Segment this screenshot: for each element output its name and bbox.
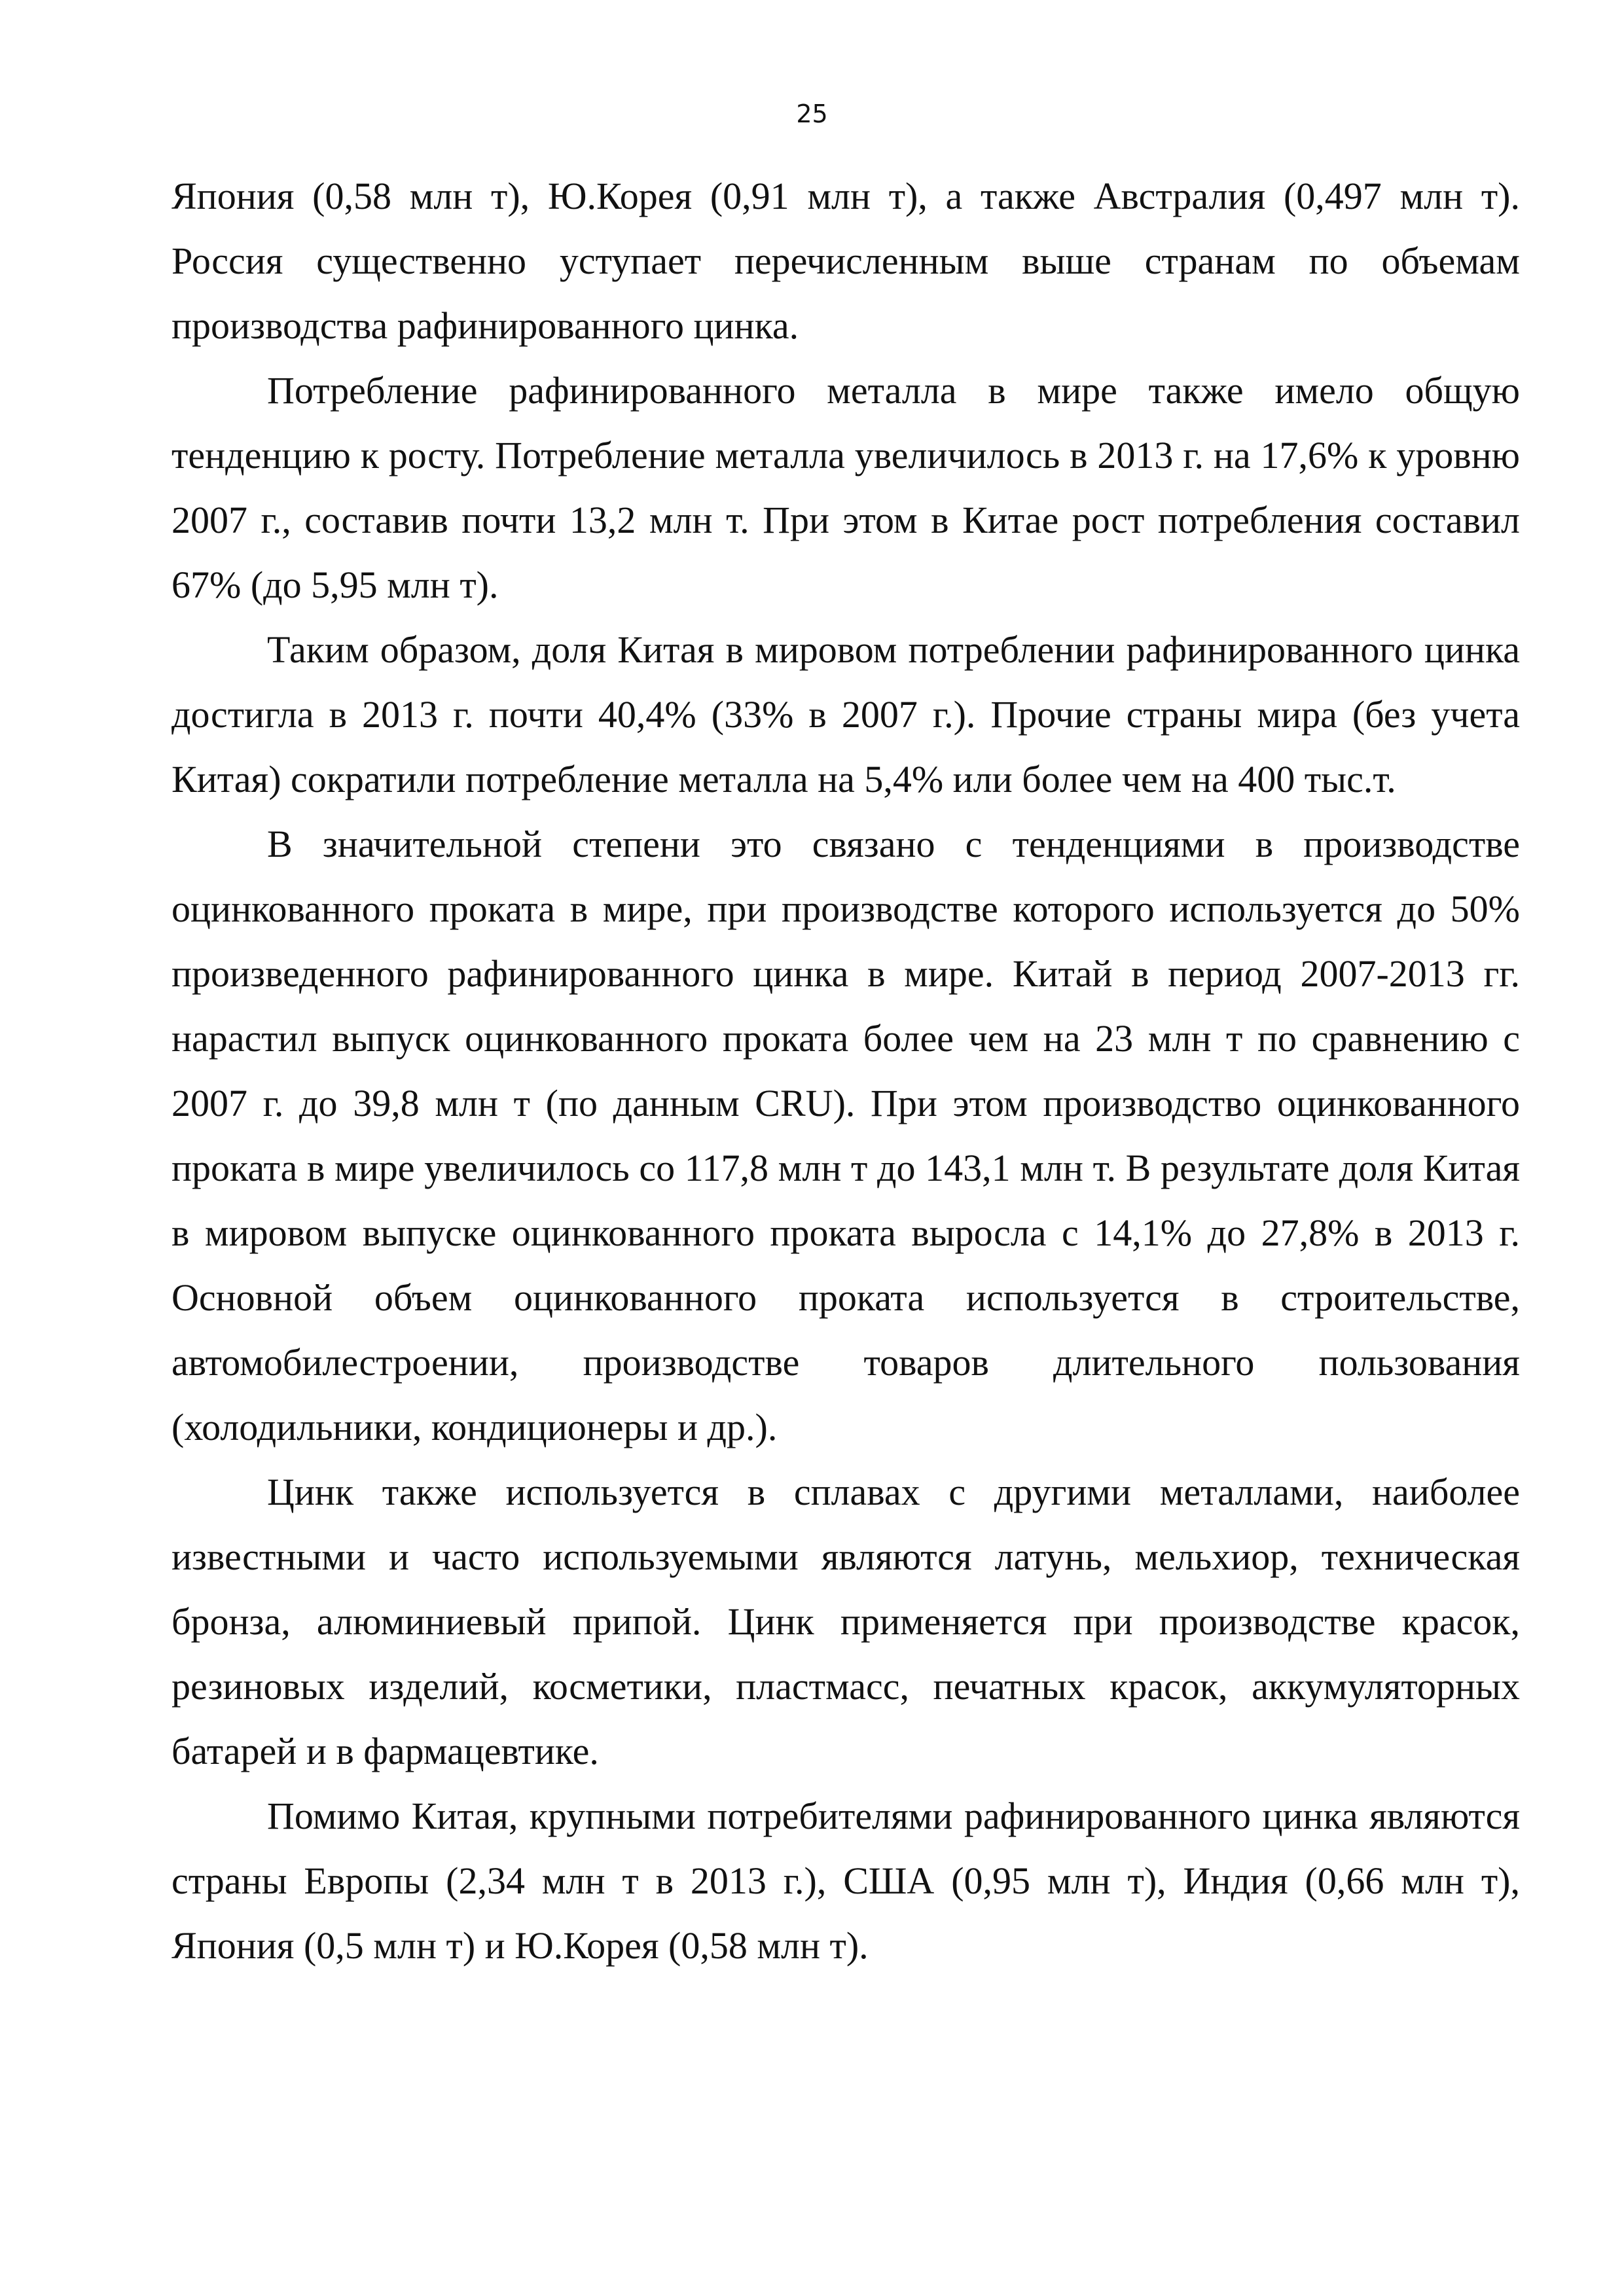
paragraph-major-consumers: Помимо Китая, крупными потребителями рафинированного цинка являются страны Европы (2,34 млн т в 2013 г.), США (0,95 млн т), Индия (0,66 млн т), Япония (0,5 млн т) и Ю.Корея (0,58 млн т). xyxy=(171,1795,1520,1967)
page-body xyxy=(171,164,1520,1978)
paragraph-continued: Япония (0,58 млн т), Ю.Корея (0,91 млн т), а также Австралия (0,497 млн т). Россия существенно уступает перечисленным выше странам по объемам производства рафинированного цинка. xyxy=(171,175,1520,347)
paragraph-alloys: Цинк также используется в сплавах с другими металлами, наиболее известными и часто используемыми являются латунь, мельхиор, техническая бронза, алюминиевый припой. Цинк применяется при производстве красок, резиновых изделий, косметики, пластмасс, печатных красок, аккумуляторных батарей и в фармацевтике. xyxy=(171,1471,1520,1772)
page-number: 25 xyxy=(796,99,828,128)
paragraph-consumption: Потребление рафинированного металла в мире также имело общую тенденцию к росту. Потребление металла увеличилось в 2013 г. на 17,6% к уровню 2007 г., составив почти 13,2 млн т. При этом в Китае рост потребления составил 67% (до 5,95 млн т). xyxy=(171,369,1520,606)
paragraph-galvanized-steel: В значительной степени это связано с тенденциями в производстве оцинкованного проката в мире, при производстве которого используется до 50% произведенного рафинированного цинка в мире. Китай в период 2007-2013 гг. нарастил выпуск оцинкованного проката более чем на 23 млн т по сравнению с 2007 г. до 39,8 млн т (по данным CRU). При этом производство оцинкованного проката в мире увеличилось со 117,8 млн т до 143,1 млн т. В результате доля Китая в мировом выпуске оцинкованного проката выросла с 14,1% до 27,8% в 2013 г. Основной объем оцинкованного проката используется в строительстве, автомобилестроении, производстве товаров длительного пользования (холодильники, кондиционеры и др.). xyxy=(171,823,1520,1448)
paragraph-china-share: Таким образом, доля Китая в мировом потреблении рафинированного цинка достигла в 2013 г. почти 40,4% (33% в 2007 г.). Прочие страны мира (без учета Китая) сократили потребление металла на 5,4% или более чем на 400 тыс.т. xyxy=(171,628,1520,800)
